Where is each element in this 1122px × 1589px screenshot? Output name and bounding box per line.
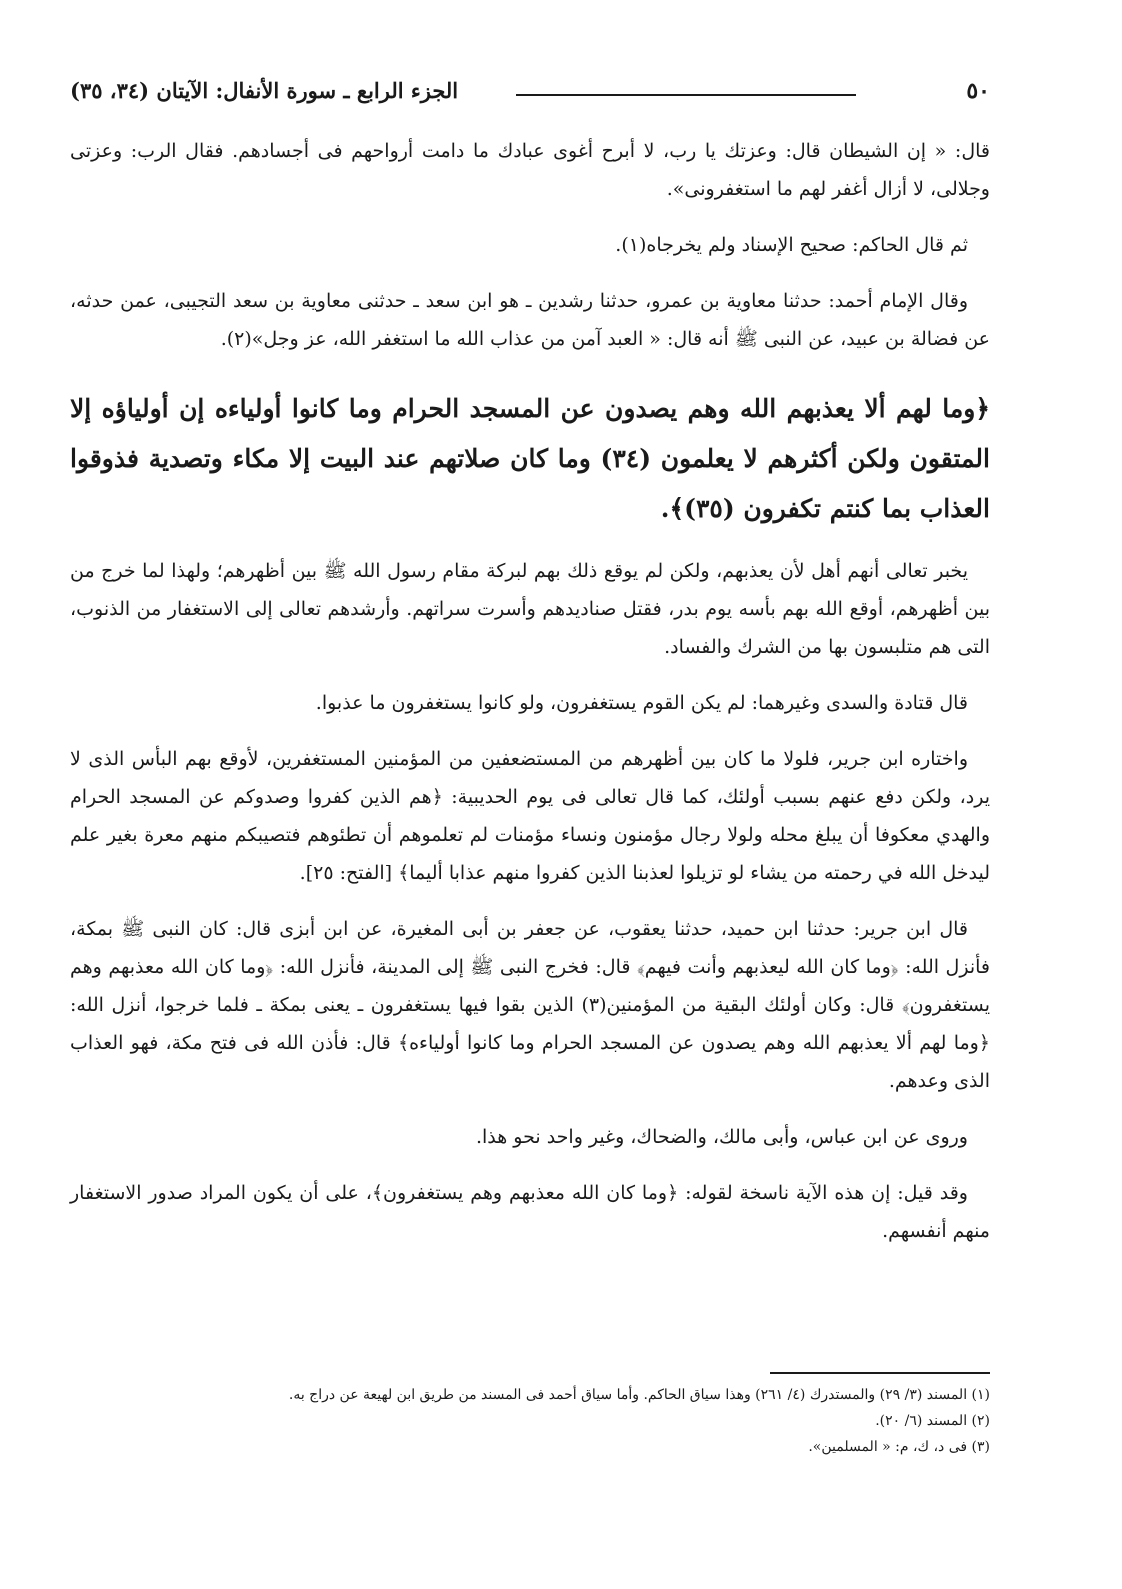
header-title: الجزء الرابع ـ سورة الأنفال: الآيتان (٣٤، ٣٥) xyxy=(70,78,459,103)
paragraph-qatada: قال قتادة والسدى وغيرهما: لم يكن القوم يستغفرون، ولو كانوا يستغفرون ما عذبوا. xyxy=(315,692,968,714)
paragraph-ibn-jarir-choice: واختاره ابن جرير، فلولا ما كان بين أظهرهم من المستضعفين من المؤمنين المستغفرين، لأوقع بهم البأس الذى لا يرد، ولكن دفع عنهم بسبب أولئك، كما قال تعالى فى يوم الحديبية: ﴿هم الذين كفروا وصدوكم عن المسجد الحرام والهدي معكوفا أن يبلغ محله ولولا رجال مؤمنون ونساء مؤمنات لم تعلموهم أن تطئوهم فتصيبكم منهم معرة بغير علم ليدخل الله في رحمته من يشاء لو تزيلوا لعذبنا الذين كفروا منهم عذابا أليما﴾ [الفتح: ٢٥]. xyxy=(70,748,990,884)
paragraph-ahmad: وقال الإمام أحمد: حدثنا معاوية بن عمرو، حدثنا رشدين ـ هو ابن سعد ـ حدثنى معاوية بن سعد التجيبى، عمن حدثه، عن فضالة بن عبيد، عن النبى ﷺ أنه قال: « العبد آمن من عذاب الله ما استغفر الله، عز وجل»(٢). xyxy=(70,290,990,350)
paragraph-ibn-jarir-isnad: قال ابن جرير: حدثنا ابن حميد، حدثنا يعقوب، عن جعفر بن أبى المغيرة، عن ابن أبزى قال: كان النبى ﷺ بمكة، فأنزل الله: ﴿وما كان الله ليعذبهم وأنت فيهم﴾ قال: فخرج النبى ﷺ إلى المدينة، فأنزل الله: ﴿وما كان الله معذبهم وهم يستغفرون﴾ قال: وكان أولئك البقية من المؤمنين(٣) الذين بقوا فيها يستغفرون ـ يعنى بمكة ـ فلما خرجوا، أنزل الله: ﴿وما لهم ألا يعذبهم الله وهم يصدون عن المسجد الحرام وما كانوا أولياءه﴾ قال: فأذن الله فى فتح مكة، فهو العذاب الذى وعدهم. xyxy=(70,918,990,1092)
paragraph-tafsir: يخبر تعالى أنهم أهل لأن يعذبهم، ولكن لم يوقع ذلك بهم لبركة مقام رسول الله ﷺ بين أظهرهم؛ ولهذا لما خرج من بين أظهرهم، أوقع الله بهم بأسه يوم بدر، فقتل صناديدهم وأسرت سراتهم. وأرشدهم تعالى إلى الاستغفار من الذنوب، التى هم متلبسون بها من الشرك والفساد. xyxy=(70,560,990,658)
paragraph-hadith-shaytan: قال: « إن الشيطان قال: وعزتك يا رب، لا أبرح أغوى عبادك ما دامت أرواحهم فى أجسادهم. فقال الرب: وعزتى وجلالى، لا أزال أغفر لهم ما استغفرونى». xyxy=(70,140,990,200)
footnote-3: (٣) فى د، ك، م: « المسلمين». xyxy=(808,1439,990,1455)
footnote-2: (٢) المسند (٦/ ٢٠). xyxy=(875,1413,990,1429)
footnote-rule xyxy=(770,1372,990,1374)
paragraph-naskh: وقد قيل: إن هذه الآية ناسخة لقوله: ﴿وما كان الله معذبهم وهم يستغفرون﴾، على أن يكون المراد صدور الاستغفار منهم أنفسهم. xyxy=(70,1182,990,1242)
footnotes xyxy=(70,1372,990,1460)
quran-verse-block: ﴿وما لهم ألا يعذبهم الله وهم يصدون عن المسجد الحرام وما كانوا أولياءه إن أولياؤه إلا المتقون ولكن أكثرهم لا يعلمون (٣٤) وما كان صلاتهم عند البيت إلا مكاء وتصدية فذوقوا العذاب بما كنتم تكفرون (٣٥)﴾. xyxy=(70,394,991,523)
header-rule xyxy=(516,94,856,96)
main-text xyxy=(70,132,990,1268)
paragraph-riwaya: وروى عن ابن عباس، وأبى مالك، والضحاك، وغير واحد نحو هذا. xyxy=(475,1126,968,1148)
page-number: ٥٠ xyxy=(966,78,990,104)
footnote-1: (١) المسند (٣/ ٢٩) والمستدرك (٤/ ٢٦١) وهذا سياق الحاكم. وأما سياق أحمد فى المسند من طريق ابن لهيعة عن دراج به. xyxy=(288,1387,990,1403)
paragraph-hakim: ثم قال الحاكم: صحيح الإسناد ولم يخرجاه(١). xyxy=(615,234,968,256)
running-header xyxy=(70,74,990,116)
